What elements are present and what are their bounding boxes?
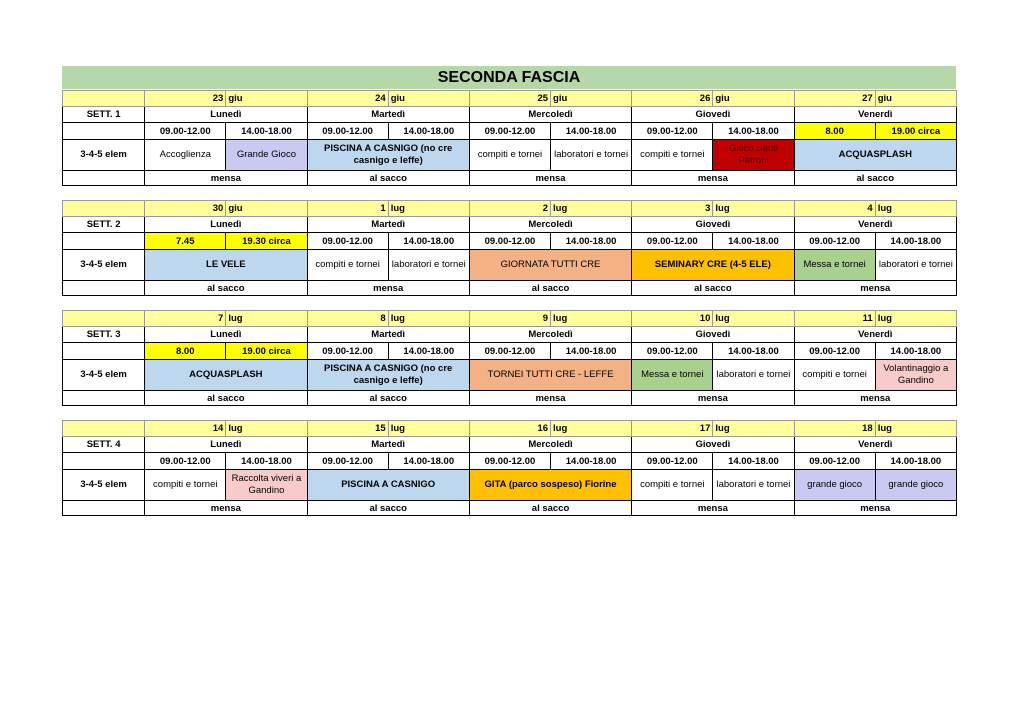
date-day-cell: 11 bbox=[794, 311, 875, 327]
date-month-cell: lug bbox=[226, 311, 307, 327]
date-day-cell: 25 bbox=[469, 91, 550, 107]
meal-cell: al sacco bbox=[145, 281, 307, 296]
weekday-cell: Mercoledì bbox=[469, 217, 631, 233]
time-cell: 09.00-12.00 bbox=[307, 343, 388, 360]
empty-cell bbox=[63, 343, 145, 360]
date-day-cell: 4 bbox=[794, 201, 875, 217]
weekday-cell: Giovedì bbox=[632, 437, 794, 453]
week-table-1 bbox=[62, 90, 957, 186]
date-month-cell: giu bbox=[713, 91, 794, 107]
date-month-cell: lug bbox=[226, 421, 307, 437]
date-month-cell: lug bbox=[388, 201, 469, 217]
weekday-cell: Venerdì bbox=[794, 327, 956, 343]
time-cell: 09.00-12.00 bbox=[469, 343, 550, 360]
empty-cell bbox=[63, 123, 145, 140]
empty-cell bbox=[63, 453, 145, 470]
weekday-cell: Martedì bbox=[307, 217, 469, 233]
date-month-cell: giu bbox=[226, 201, 307, 217]
date-day-cell: 2 bbox=[469, 201, 550, 217]
date-day-cell: 1 bbox=[307, 201, 388, 217]
time-cell: 19.30 circa bbox=[226, 233, 307, 250]
group-label: 3-4-5 elem bbox=[63, 140, 145, 171]
week-label: SETT. 4 bbox=[63, 437, 145, 453]
meal-cell: al sacco bbox=[307, 171, 469, 186]
activity-cell: compiti e tornei bbox=[307, 250, 388, 281]
week-label: SETT. 3 bbox=[63, 327, 145, 343]
time-cell: 19.00 circa bbox=[226, 343, 307, 360]
meal-cell: al sacco bbox=[632, 281, 794, 296]
meal-row bbox=[63, 281, 957, 296]
empty-cell bbox=[63, 501, 145, 516]
activity-cell: compiti e tornei bbox=[145, 470, 226, 501]
empty-cell bbox=[63, 91, 145, 107]
activity-cell: Volantinaggio a Gandino bbox=[875, 360, 956, 391]
time-cell: 09.00-12.00 bbox=[307, 123, 388, 140]
activity-cell: SEMINARY CRE (4-5 ELE) bbox=[632, 250, 794, 281]
activity-cell: GITA (parco sospeso) Fiorine bbox=[469, 470, 631, 501]
activity-cell: laboratori e tornei bbox=[713, 470, 794, 501]
date-month-cell: giu bbox=[875, 91, 956, 107]
date-day-cell: 18 bbox=[794, 421, 875, 437]
meal-cell: mensa bbox=[145, 501, 307, 516]
time-cell: 14.00-18.00 bbox=[388, 453, 469, 470]
time-cell: 09.00-12.00 bbox=[632, 453, 713, 470]
meal-cell: mensa bbox=[145, 171, 307, 186]
time-cell: 09.00-12.00 bbox=[794, 233, 875, 250]
time-cell: 14.00-18.00 bbox=[875, 453, 956, 470]
time-cell: 14.00-18.00 bbox=[713, 233, 794, 250]
time-row bbox=[63, 343, 957, 360]
meal-cell: al sacco bbox=[794, 171, 956, 186]
date-day-cell: 3 bbox=[632, 201, 713, 217]
time-cell: 09.00-12.00 bbox=[632, 233, 713, 250]
date-month-cell: giu bbox=[226, 91, 307, 107]
time-cell: 09.00-12.00 bbox=[632, 343, 713, 360]
meal-cell: mensa bbox=[632, 171, 794, 186]
activity-row bbox=[63, 360, 957, 391]
group-label: 3-4-5 elem bbox=[63, 250, 145, 281]
activity-row bbox=[63, 140, 957, 171]
time-cell: 14.00-18.00 bbox=[388, 233, 469, 250]
time-cell: 09.00-12.00 bbox=[307, 453, 388, 470]
activity-cell: Messa e tornei bbox=[794, 250, 875, 281]
date-month-cell: giu bbox=[388, 91, 469, 107]
activity-cell: TORNEI TUTTI CRE - LEFFE bbox=[469, 360, 631, 391]
date-month-cell: lug bbox=[388, 311, 469, 327]
meal-cell: al sacco bbox=[307, 501, 469, 516]
weekday-cell: Mercoledì bbox=[469, 437, 631, 453]
meal-cell: mensa bbox=[469, 171, 631, 186]
activity-cell: LE VELE bbox=[145, 250, 307, 281]
weekday-cell: Venerdì bbox=[794, 437, 956, 453]
weekday-cell: Giovedì bbox=[632, 327, 794, 343]
activity-cell: grande gioco bbox=[794, 470, 875, 501]
time-cell: 09.00-12.00 bbox=[307, 233, 388, 250]
activity-cell: PISCINA A CASNIGO (no cre casnigo e leffe) bbox=[307, 140, 469, 171]
time-cell: 09.00-12.00 bbox=[469, 453, 550, 470]
date-day-cell: 7 bbox=[145, 311, 226, 327]
weekday-row bbox=[63, 437, 957, 453]
date-month-cell: lug bbox=[551, 421, 632, 437]
activity-cell: compiti e tornei bbox=[632, 470, 713, 501]
time-cell: 14.00-18.00 bbox=[388, 343, 469, 360]
activity-cell: Messa e tornei bbox=[632, 360, 713, 391]
meal-row bbox=[63, 501, 957, 516]
empty-cell bbox=[63, 171, 145, 186]
time-row bbox=[63, 453, 957, 470]
time-cell: 14.00-18.00 bbox=[551, 123, 632, 140]
weekday-cell: Mercoledì bbox=[469, 327, 631, 343]
time-cell: 7.45 bbox=[145, 233, 226, 250]
weekday-cell: Lunedì bbox=[145, 327, 307, 343]
activity-cell: PISCINA A CASNIGO bbox=[307, 470, 469, 501]
time-cell: 14.00-18.00 bbox=[551, 233, 632, 250]
meal-cell: mensa bbox=[794, 391, 956, 406]
meal-row bbox=[63, 391, 957, 406]
weekday-row bbox=[63, 107, 957, 123]
time-cell: 09.00-12.00 bbox=[145, 453, 226, 470]
weekday-row bbox=[63, 327, 957, 343]
time-cell: 09.00-12.00 bbox=[469, 233, 550, 250]
time-cell: 8.00 bbox=[145, 343, 226, 360]
weekday-cell: Martedì bbox=[307, 327, 469, 343]
activity-cell: laboratori e tornei bbox=[388, 250, 469, 281]
time-cell: 09.00-12.00 bbox=[794, 453, 875, 470]
date-day-cell: 17 bbox=[632, 421, 713, 437]
week-label: SETT. 1 bbox=[63, 107, 145, 123]
time-cell: 14.00-18.00 bbox=[226, 453, 307, 470]
date-day-cell: 23 bbox=[145, 91, 226, 107]
empty-cell bbox=[63, 391, 145, 406]
weekday-cell: Giovedì bbox=[632, 107, 794, 123]
meal-row bbox=[63, 171, 957, 186]
week-table-2 bbox=[62, 200, 957, 296]
time-cell: 14.00-18.00 bbox=[875, 233, 956, 250]
weekday-cell: Martedì bbox=[307, 437, 469, 453]
weekday-cell: Martedì bbox=[307, 107, 469, 123]
week-table-4 bbox=[62, 420, 957, 516]
weekday-row bbox=[63, 217, 957, 233]
activity-cell: compiti e tornei bbox=[632, 140, 713, 171]
empty-cell bbox=[63, 201, 145, 217]
date-day-cell: 14 bbox=[145, 421, 226, 437]
activity-cell: GIORNATA TUTTI CRE bbox=[469, 250, 631, 281]
date-row bbox=[63, 421, 957, 437]
time-cell: 14.00-18.00 bbox=[713, 343, 794, 360]
empty-cell bbox=[63, 281, 145, 296]
time-cell: 14.00-18.00 bbox=[875, 343, 956, 360]
meal-cell: mensa bbox=[632, 501, 794, 516]
date-day-cell: 9 bbox=[469, 311, 550, 327]
time-row bbox=[63, 233, 957, 250]
date-day-cell: 15 bbox=[307, 421, 388, 437]
time-cell: 09.00-12.00 bbox=[145, 123, 226, 140]
date-row bbox=[63, 311, 957, 327]
time-cell: 8.00 bbox=[794, 123, 875, 140]
date-month-cell: lug bbox=[713, 421, 794, 437]
date-month-cell: lug bbox=[551, 311, 632, 327]
meal-cell: mensa bbox=[307, 281, 469, 296]
empty-cell bbox=[63, 421, 145, 437]
activity-cell: Gioco Santi Patroni bbox=[713, 140, 794, 171]
meal-cell: al sacco bbox=[469, 281, 631, 296]
date-month-cell: lug bbox=[875, 421, 956, 437]
meal-cell: mensa bbox=[794, 281, 956, 296]
meal-cell: al sacco bbox=[145, 391, 307, 406]
time-cell: 14.00-18.00 bbox=[713, 123, 794, 140]
weekday-cell: Lunedì bbox=[145, 437, 307, 453]
empty-cell bbox=[63, 311, 145, 327]
activity-cell: laboratori e tornei bbox=[551, 140, 632, 171]
weekday-cell: Giovedì bbox=[632, 217, 794, 233]
time-cell: 14.00-18.00 bbox=[226, 123, 307, 140]
group-label: 3-4-5 elem bbox=[63, 360, 145, 391]
activity-cell: Grande Gioco bbox=[226, 140, 307, 171]
activity-row bbox=[63, 470, 957, 501]
date-day-cell: 24 bbox=[307, 91, 388, 107]
activity-cell: compiti e tornei bbox=[469, 140, 550, 171]
date-month-cell: lug bbox=[551, 201, 632, 217]
weekday-cell: Mercoledì bbox=[469, 107, 631, 123]
date-row bbox=[63, 201, 957, 217]
date-month-cell: lug bbox=[875, 311, 956, 327]
activity-cell: ACQUASPLASH bbox=[145, 360, 307, 391]
time-cell: 09.00-12.00 bbox=[794, 343, 875, 360]
meal-cell: mensa bbox=[632, 391, 794, 406]
time-cell: 09.00-12.00 bbox=[469, 123, 550, 140]
time-cell: 09.00-12.00 bbox=[632, 123, 713, 140]
date-month-cell: giu bbox=[551, 91, 632, 107]
weekday-cell: Venerdì bbox=[794, 217, 956, 233]
weekday-cell: Lunedì bbox=[145, 107, 307, 123]
activity-cell: grande gioco bbox=[875, 470, 956, 501]
empty-cell bbox=[63, 233, 145, 250]
date-month-cell: lug bbox=[713, 201, 794, 217]
time-cell: 14.00-18.00 bbox=[388, 123, 469, 140]
time-cell: 14.00-18.00 bbox=[713, 453, 794, 470]
activity-cell: Raccolta viveri a Gandino bbox=[226, 470, 307, 501]
meal-cell: mensa bbox=[794, 501, 956, 516]
activity-cell: laboratori e tornei bbox=[875, 250, 956, 281]
date-month-cell: lug bbox=[875, 201, 956, 217]
time-row bbox=[63, 123, 957, 140]
meal-cell: al sacco bbox=[469, 501, 631, 516]
date-day-cell: 27 bbox=[794, 91, 875, 107]
weekday-cell: Lunedì bbox=[145, 217, 307, 233]
date-month-cell: lug bbox=[713, 311, 794, 327]
activity-cell: PISCINA A CASNIGO (no cre casnigo e leffe) bbox=[307, 360, 469, 391]
date-day-cell: 26 bbox=[632, 91, 713, 107]
activity-cell: laboratori e tornei bbox=[713, 360, 794, 391]
week-table-3 bbox=[62, 310, 957, 406]
date-day-cell: 10 bbox=[632, 311, 713, 327]
date-day-cell: 30 bbox=[145, 201, 226, 217]
meal-cell: mensa bbox=[469, 391, 631, 406]
activity-row bbox=[63, 250, 957, 281]
weekday-cell: Venerdì bbox=[794, 107, 956, 123]
date-day-cell: 8 bbox=[307, 311, 388, 327]
activity-cell: Accoglienza bbox=[145, 140, 226, 171]
page-title: SECONDA FASCIA bbox=[62, 66, 956, 89]
date-day-cell: 16 bbox=[469, 421, 550, 437]
date-month-cell: lug bbox=[388, 421, 469, 437]
time-cell: 14.00-18.00 bbox=[551, 453, 632, 470]
activity-cell: compiti e tornei bbox=[794, 360, 875, 391]
time-cell: 14.00-18.00 bbox=[551, 343, 632, 360]
week-label: SETT. 2 bbox=[63, 217, 145, 233]
time-cell: 19.00 circa bbox=[875, 123, 956, 140]
activity-cell: ACQUASPLASH bbox=[794, 140, 956, 171]
date-row bbox=[63, 91, 957, 107]
group-label: 3-4-5 elem bbox=[63, 470, 145, 501]
meal-cell: al sacco bbox=[307, 391, 469, 406]
